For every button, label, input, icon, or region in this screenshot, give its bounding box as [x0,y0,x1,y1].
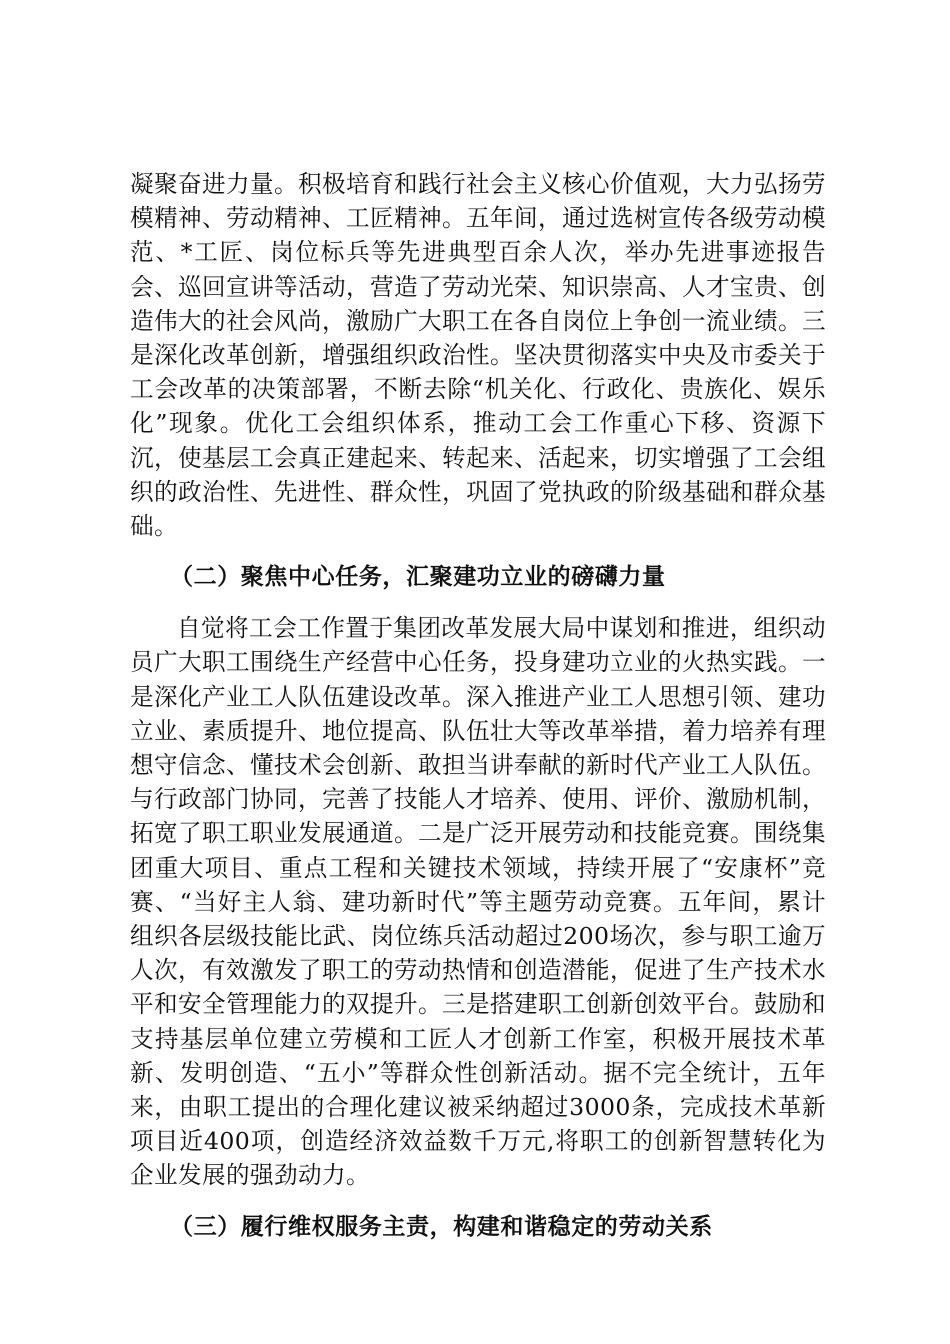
section-heading: （三）履行维权服务主责，构建和谐稳定的劳动关系 [170,1213,713,1240]
section-heading: （二）聚焦中心任务，汇聚建功立业的磅礴力量 [170,564,666,591]
body-paragraph: 凝聚奋进力量。积极培育和践行社会主义核心价值观，大力弘扬劳模精神、劳动精神、工匠精神。五年间，通过选树宣传各级劳动模范、*工匠、岗位标兵等先进典型百余人次，举办先进事迹报告会、巡回宣讲等活动，营造了劳动光荣、知识崇高、人才宝贵、创造伟大的社会风尚，激励广大职工在各自岗位上争创一流业绩。三是深化改革创新，增强组织政治性。坚决贯彻落实中央及市委关于工会改革的决策部署，不断去除“机关化、行政化、贵族化、娱乐化”现象。优化工会组织体系，推动工会工作重心下移、资源下沉，使基层工会真正建起来、转起来、活起来，切实增强了工会组织的政治性、先进性、群众性，巩固了党执政的阶级基础和群众基础。 [130,170,826,541]
body-paragraph: 自觉将工会工作置于集团改革发展大局中谋划和推进，组织动员广大职工围绕生产经营中心任务，投身建功立业的火热实践。一是深化产业工人队伍建设改革。深入推进产业工人思想引领、建功立业、素质提升、地位提高、队伍壮大等改革举措，着力培养有理想守信念、懂技术会创新、敢担当讲奉献的新时代产业工人队伍。与行政部门协同，完善了技能人才培养、使用、评价、激励机制，拓宽了职工职业发展通道。二是广泛开展劳动和技能竞赛。围绕集团重大项目、重点工程和关键技术领域，持续开展了“安康杯”竞赛、“当好主人翁、建功新时代”等主题劳动竞赛。五年间，累计组织各层级技能比武、岗位练兵活动超过200场次，参与职工逾万人次，有效激发了职工的劳动热情和创造潜能，促进了生产技术水平和安全管理能力的双提升。三是搭建职工创新创效平台。鼓励和支持基层单位建立劳模和工匠人才创新工作室，积极开展技术革新、发明创造、“五小”等群众性创新活动。据不完全统计，五年来，由职工提出的合理化建议被采纳超过3000条，完成技术革新项目近400项，创造经济效益数千万元,将职工的创新智慧转化为企业发展的强劲动力。 [130,614,826,1190]
document-body [130,167,826,1244]
